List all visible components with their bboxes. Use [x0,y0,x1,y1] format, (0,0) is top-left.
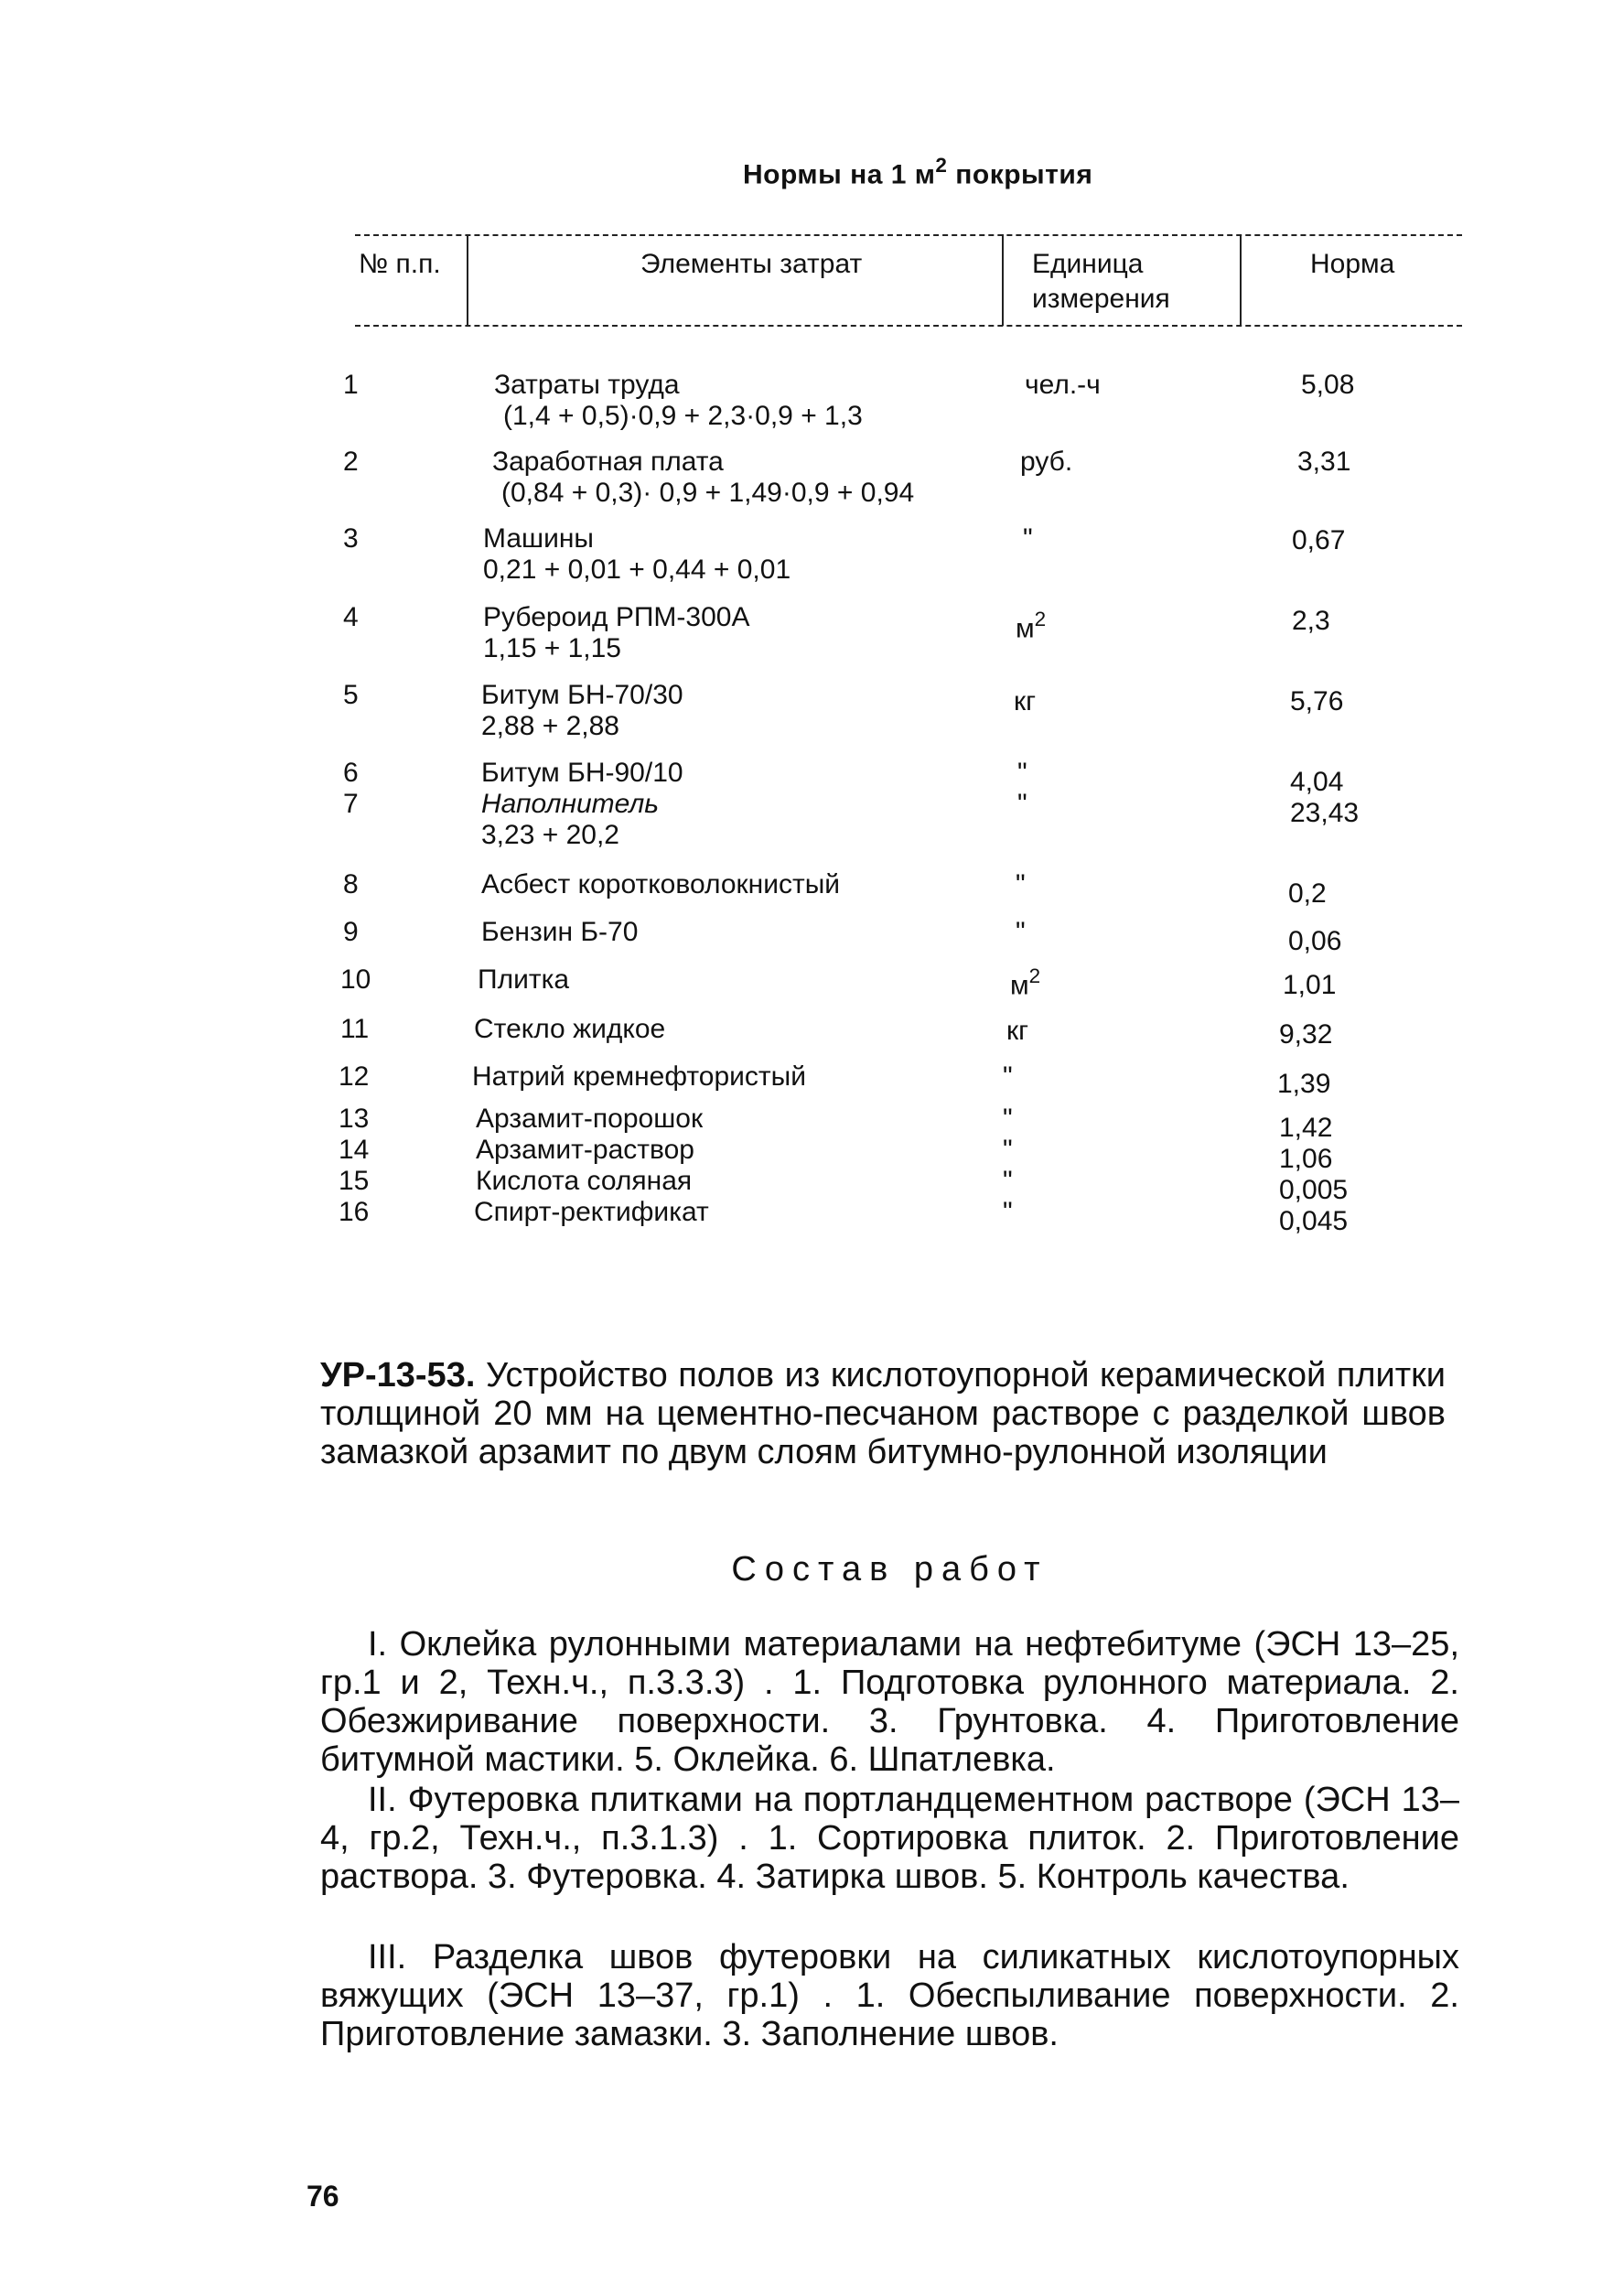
row-12-num: 12 [339,1061,370,1092]
row-13-num: 13 [339,1104,370,1134]
row-11-unit: кг [1006,1016,1029,1046]
composition-item-1: I. Оклейка рулонными материалами на нефтебитуме (ЭСН 13–25, гр.1 и 2, Техн.ч., п.3.3.3) . 1. Подготовка рулонного материала. 2. Обезжиривание поверхности. 3. Грунтовка. 4. Приготовление битумной мастики. 5. Оклейка. 6. Шпатлевка. [320,1625,1459,1779]
row-14-element: Арзамит-раствор [476,1135,694,1165]
row-14-norm: 1,06 [1279,1144,1333,1174]
row-2-element: Заработная плата (0,84 + 0,3)· 0,9 + 1,49·0,9 + 0,94 [492,447,915,508]
row-15-num: 15 [339,1166,370,1196]
row-15-element: Кислота соляная [476,1166,693,1196]
row-2-norm: 3,31 [1297,447,1351,477]
row-11-norm: 9,32 [1279,1019,1333,1050]
row-6-unit: " [1017,758,1027,788]
row-9-unit: " [1016,917,1026,947]
section-heading: УР-13-53. Устройство полов из кислотоупорной керамической плитки толщиной 20 мм на цементно-песчаном растворе с разделкой швов замазкой арзамит по двум слоям битумно-рулонной изоляции [320,1356,1446,1471]
row-14-unit: " [1003,1135,1013,1165]
row-12-element: Натрий кремнефтористый [472,1061,806,1092]
row-10-norm: 1,01 [1283,970,1337,1000]
row-9-num: 9 [343,917,359,947]
header-element: Элементы затрат [640,249,863,279]
row-4-unit: $м^2$ [1016,608,1047,644]
row-8-norm: 0,2 [1288,878,1327,909]
row-5-norm: 5,76 [1290,686,1344,716]
row-16-norm: 0,045 [1279,1206,1349,1236]
row-13-norm: 1,42 [1279,1113,1333,1143]
row-13-element: Арзамит-порошок [476,1104,704,1134]
row-7-norm: 23,43 [1290,798,1360,828]
composition-heading: Состав работ [731,1550,1049,1589]
row-8-element: Асбест коротковолокнистый [481,869,841,899]
table-col-divider-3 [1240,234,1242,326]
row-8-num: 8 [343,869,359,899]
table-title: Нормы на 1 $м^2$ покрытия [743,154,1093,190]
row-15-norm: 0,005 [1279,1175,1349,1205]
row-5-num: 5 [343,680,359,710]
row-11-num: 11 [340,1014,370,1044]
row-9-norm: 0,06 [1288,926,1342,956]
row-10-unit: $м^2$ [1010,964,1041,1001]
row-4-norm: 2,3 [1292,606,1330,636]
composition-item-2: II. Футеровка плитками на портландцементном растворе (ЭСН 13–4, гр.2, Техн.ч., п.3.1.3) . 1. Сортировка плиток. 2. Приготовление раствора. 3. Футеровка. 4. Затирка швов. 5. Контроль качества. [320,1781,1459,1896]
row-6-norm: 4,04 [1290,767,1344,797]
row-3-num: 3 [343,523,359,554]
table-header-bottom-rule [355,325,1462,327]
row-13-unit: " [1003,1104,1013,1134]
row-2-unit: руб. [1020,447,1073,477]
row-9-element: Бензин Б-70 [481,917,639,947]
row-11-element: Стекло жидкое [474,1014,666,1044]
row-7-unit: " [1017,789,1027,819]
row-1-element: Затраты труда (1,4 + 0,5)·0,9 + 2,3·0,9 + 1,3 [494,370,863,431]
row-6-element: Битум БН-90/10 [481,758,683,788]
composition-item-3: III. Разделка швов футеровки на силикатных кислотоупорных вяжущих (ЭСН 13–37, гр.1) . 1. Обеспыливание поверхности. 2. Приготовление замазки. 3. Заполнение швов. [320,1938,1459,2053]
row-7-num: 7 [343,789,359,819]
row-5-unit: кг [1014,686,1037,716]
row-15-unit: " [1003,1166,1013,1196]
row-14-num: 14 [339,1135,370,1165]
row-2-num: 2 [343,447,359,477]
row-4-num: 4 [343,602,359,632]
header-norm: Норма [1310,249,1395,279]
row-10-element: Плитка [478,964,570,995]
row-1-norm: 5,08 [1301,370,1355,400]
row-16-element: Спирт-ректификат [474,1197,709,1227]
row-6-num: 6 [343,758,359,788]
row-3-norm: 0,67 [1292,525,1346,555]
row-1-unit: чел.-ч [1025,370,1101,400]
row-16-unit: " [1003,1197,1013,1227]
row-12-unit: " [1003,1061,1013,1092]
table-col-divider-1 [467,234,468,326]
page-number: 76 [307,2180,339,2213]
row-3-element: Машины 0,21 + 0,01 + 0,44 + 0,01 [483,523,791,585]
header-unit: Единица измерения [1032,249,1170,314]
row-3-unit: " [1023,523,1033,554]
row-10-num: 10 [340,964,371,995]
row-1-num: 1 [343,370,359,400]
row-12-norm: 1,39 [1277,1069,1331,1099]
header-num: № п.п. [359,249,441,279]
row-4-element: Рубероид РПМ-300А 1,15 + 1,15 [483,602,750,663]
table-top-rule [355,234,1462,236]
row-8-unit: " [1016,869,1026,899]
row-16-num: 16 [339,1197,370,1227]
row-5-element: Битум БН-70/30 2,88 + 2,88 [481,680,683,741]
row-7-element: Наполнитель 3,23 + 20,2 [481,789,660,850]
table-col-divider-2 [1002,234,1004,326]
